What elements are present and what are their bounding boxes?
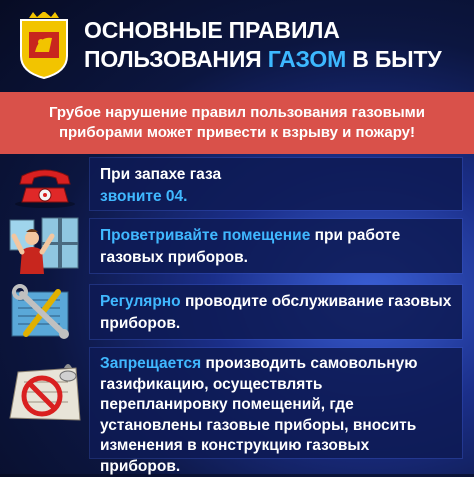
title-highlight: ГАЗОМ [267, 46, 347, 72]
rule-item [0, 216, 474, 278]
rule-item [0, 348, 474, 475]
prohibited-icon [8, 358, 82, 428]
tools-icon [8, 282, 82, 342]
rule-card: Проветривайте помещение при работе газовых приборов. [90, 219, 462, 273]
telephone-icon [8, 162, 82, 208]
coat-of-arms-icon [19, 12, 69, 80]
rule-card: Запрещается производить самовольную газификацию, осуществлять перепланировку помещений, где установлены газовые приборы, вносить изменения в конструкцию газовых приборов. [90, 348, 462, 458]
rule-item [0, 282, 474, 344]
warning-banner: Грубое нарушение правил пользования газовыми приборами может привести к взрыву и пожару! [0, 92, 474, 154]
rule-card: Регулярно проводите обслуживание газовых приборов. [90, 285, 462, 339]
header [0, 0, 474, 92]
rule-item [0, 154, 474, 214]
page-title: ОСНОВНЫЕ ПРАВИЛА ПОЛЬЗОВАНИЯ ГАЗОМ В БЫТУ [84, 17, 442, 72]
open-window-icon [8, 216, 82, 276]
rule-card: При запахе газа звоните 04. [90, 158, 462, 210]
